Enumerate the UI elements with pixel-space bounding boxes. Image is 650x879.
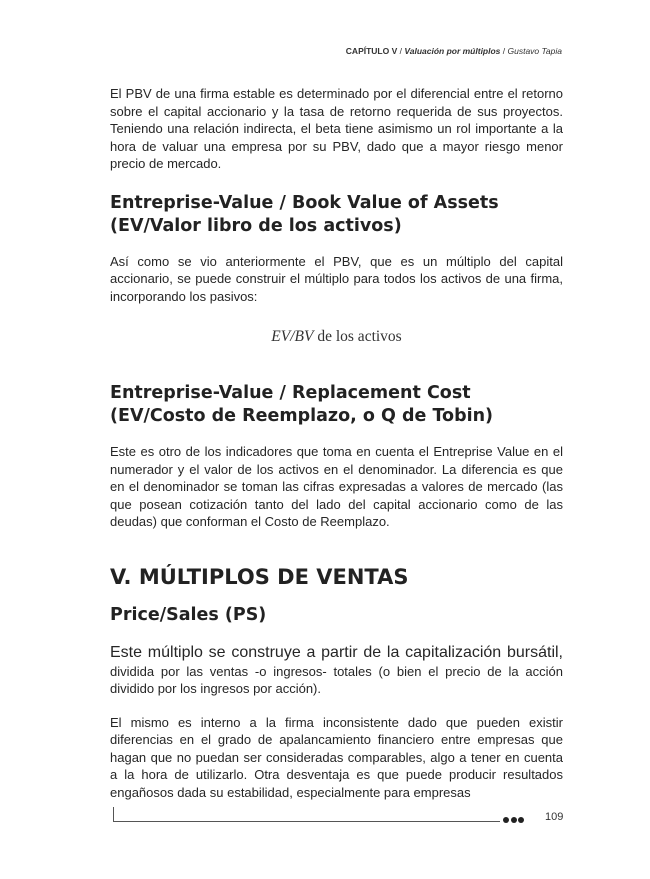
heading-ev-replacement-cost: Entreprise-Value / Replacement Cost (EV/Costo de Reemplazo, o Q de Tobin) bbox=[110, 383, 494, 426]
paragraph-lead: Este múltiplo se construye a partir de la capitalización bursátil, bbox=[110, 643, 563, 661]
paragraph-ev-replacement: Este es otro de los indicadores que toma en cuenta el Entreprise Value en el numerador y el valor de los activos en el denominador. La diferencia es que en el denominador se toman las cifras expresadas a valores de mercado (las que posean cotización tanto del lado del capital accionario como de las deudas) que conforman el Costo de Reemplazo. bbox=[110, 444, 563, 529]
running-header bbox=[346, 46, 562, 56]
paragraph-pbv-stable: El PBV de una firma estable es determinado por el diferencial entre el retorno sobre el capital accionario y la tasa de retorno requerida de sus proyectos. Teniendo una relación indirecta, el beta tiene asimismo un rol importante a la hora de valuar una empresa por su PBV, dado que a mayor riesgo menor precio de mercado. bbox=[110, 86, 563, 171]
footer-rule bbox=[113, 821, 500, 822]
formula-text: de los activos bbox=[313, 328, 402, 345]
header-separator: / bbox=[397, 46, 405, 56]
header-separator: / bbox=[500, 46, 508, 56]
paragraph-ps-limitations: El mismo es interno a la firma inconsistente dado que pueden existir diferencias en el grado de apalancamiento financiero entre empresas que hagan que no puedan ser consideradas comparables, algo a tener en cuenta a la hora de utilizarlo. Otra desventaja es que puede producir resultados engañosos dada su estabilidad, especialmente para empresas bbox=[110, 714, 563, 800]
footer-tick bbox=[113, 807, 114, 822]
page-number: 109 bbox=[545, 811, 564, 823]
header-topic: Valuación por múltiplos bbox=[404, 46, 501, 56]
header-chapter: CAPÍTULO V bbox=[345, 46, 398, 56]
formula-math: EV/BV bbox=[271, 328, 314, 345]
section-title: V. MÚLTIPLOS DE VENTAS bbox=[110, 564, 409, 589]
paragraph-ev-book-intro: Así como se vio anteriormente el PBV, que es un múltiplo del capital accionario, se puede construir el múltiplo para todos los activos de una firma, incorporando los pasivos: bbox=[110, 253, 563, 304]
footer-dots-icon bbox=[503, 817, 526, 823]
paragraph-ps-definition bbox=[110, 643, 563, 698]
header-author: Gustavo Tapia bbox=[507, 46, 562, 56]
paragraph-rest: dividida por las ventas -o ingresos- totales (o bien el precio de la acción dividido por los ingresos por acción). bbox=[110, 663, 563, 696]
formula-ev-bv bbox=[110, 327, 563, 347]
heading-price-sales: Price/Sales (PS) bbox=[110, 604, 267, 625]
heading-ev-book-value: Entreprise-Value / Book Value of Assets (EV/Valor libro de los activos) bbox=[110, 192, 499, 236]
main-content bbox=[110, 85, 563, 801]
